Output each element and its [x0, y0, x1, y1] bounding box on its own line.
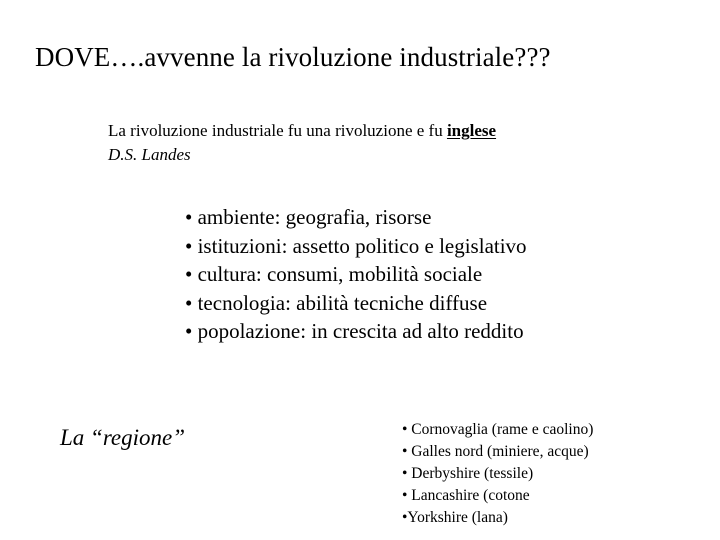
regions-list [402, 419, 593, 529]
slide-title: DOVE….avvenne la rivoluzione industriale??? [35, 42, 551, 72]
quote-author: D.S. Landes [108, 145, 191, 164]
factors-list [185, 203, 527, 346]
factor-item-popolazione: • popolazione: in crescita ad alto reddito [185, 319, 524, 343]
region-item-cornovaglia: • Cornovaglia (rame e caolino) [402, 421, 594, 438]
factor-item-cultura: • cultura: consumi, mobilità sociale [185, 262, 483, 286]
region-item-lancashire: • Lancashire (cotone [402, 487, 530, 504]
region-item-yorkshire: •Yorkshire (lana) [402, 509, 508, 526]
quote-text: La rivoluzione industriale fu una rivoluzione e fu [108, 121, 447, 140]
factor-item-ambiente: • ambiente: geografia, risorse [185, 205, 432, 229]
quote-block [108, 119, 496, 167]
factor-item-istituzioni: • istituzioni: assetto politico e legislativo [185, 233, 527, 258]
quote-emphasis: inglese [446, 121, 497, 140]
region-item-derbyshire: • Derbyshire (tessile) [402, 465, 534, 482]
region-item-galles: • Galles nord (miniere, acque) [402, 443, 589, 460]
region-label: La “regione” [60, 425, 186, 450]
quote-line [108, 119, 496, 143]
factor-item-tecnologia: • tecnologia: abilità tecniche diffuse [185, 290, 488, 315]
